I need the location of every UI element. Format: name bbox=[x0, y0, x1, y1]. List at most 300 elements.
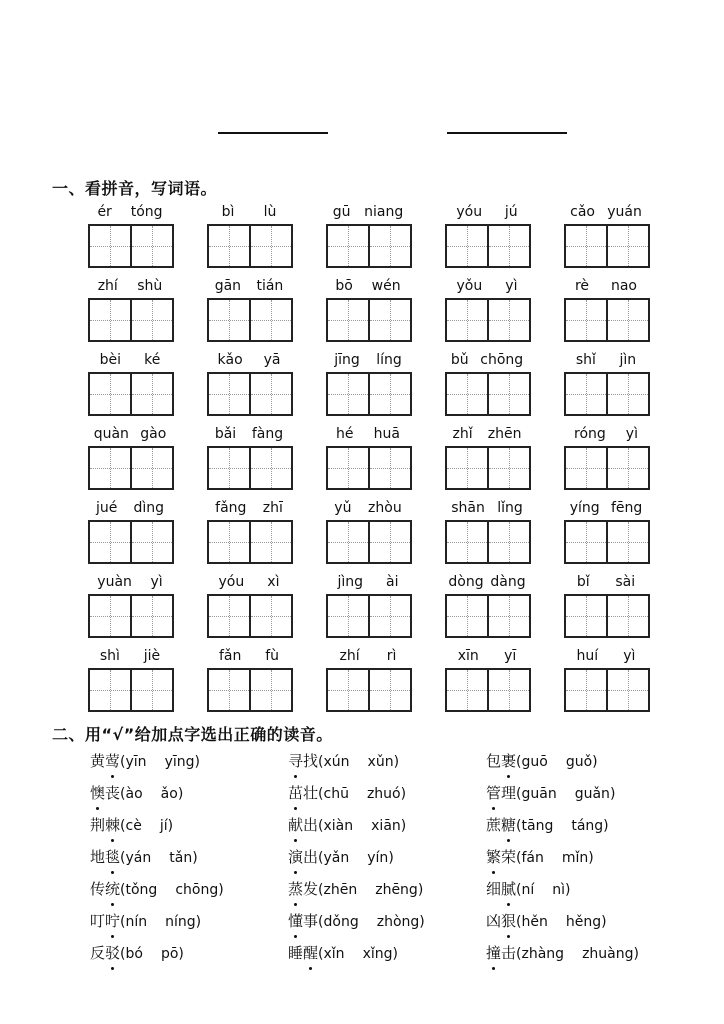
tianzige-boxes bbox=[445, 668, 531, 712]
choice-item: 黄莺(yīn yīng) bbox=[90, 752, 200, 770]
character-writing-box[interactable] bbox=[328, 300, 368, 340]
word-cell bbox=[445, 203, 564, 277]
character-writing-box[interactable] bbox=[487, 300, 529, 340]
dotted-character: 棘 bbox=[105, 816, 121, 834]
character-writing-box[interactable] bbox=[487, 670, 529, 710]
pinyin-syllable: fàng bbox=[251, 426, 284, 442]
character-writing-box[interactable] bbox=[487, 448, 529, 488]
pinyin-syllable: chōng bbox=[480, 352, 524, 368]
character-writing-box[interactable] bbox=[90, 448, 130, 488]
word-cell bbox=[326, 277, 445, 351]
choice-item: 传统(tǒng chōng) bbox=[90, 880, 224, 898]
character: 蔗 bbox=[486, 816, 502, 834]
character-writing-box[interactable] bbox=[447, 448, 487, 488]
character-writing-box[interactable] bbox=[606, 226, 648, 266]
character-writing-box[interactable] bbox=[209, 596, 249, 636]
pinyin-label bbox=[207, 499, 291, 517]
pinyin-syllable: huā bbox=[373, 426, 400, 442]
word bbox=[486, 912, 516, 930]
pinyin-syllable: lù bbox=[263, 204, 277, 220]
reading-option[interactable]: pō bbox=[160, 946, 179, 962]
score-blank-line[interactable] bbox=[447, 132, 567, 134]
pinyin-syllable: quàn bbox=[93, 426, 129, 442]
pinyin-syllable: dàng bbox=[490, 574, 526, 590]
word bbox=[288, 912, 318, 930]
section-2-heading: 二、用“√”给加点字选出正确的读音。 bbox=[52, 725, 333, 744]
word-cell bbox=[326, 425, 445, 499]
character-writing-box[interactable] bbox=[487, 522, 529, 562]
pinyin-label bbox=[207, 647, 291, 665]
reading-option[interactable]: yīn bbox=[125, 754, 147, 770]
character-writing-box[interactable] bbox=[209, 670, 249, 710]
pinyin-label bbox=[564, 425, 648, 443]
character-writing-box[interactable] bbox=[249, 374, 291, 414]
pinyin-label bbox=[445, 351, 529, 369]
reading-option[interactable]: tǒng bbox=[125, 882, 158, 898]
character-writing-box[interactable] bbox=[368, 448, 410, 488]
pinyin-label bbox=[564, 351, 648, 369]
reading-option[interactable]: táng bbox=[571, 818, 604, 834]
tianzige-boxes bbox=[564, 520, 650, 564]
character-writing-box[interactable] bbox=[368, 596, 410, 636]
word-cell bbox=[564, 203, 683, 277]
character-writing-box[interactable] bbox=[249, 596, 291, 636]
character-writing-box[interactable] bbox=[328, 374, 368, 414]
character-writing-box[interactable] bbox=[90, 670, 130, 710]
word-cell bbox=[88, 351, 207, 425]
pinyin-syllable: yóu bbox=[218, 574, 245, 590]
tianzige-boxes bbox=[445, 298, 531, 342]
word-cell bbox=[445, 499, 564, 573]
character-writing-box[interactable] bbox=[90, 374, 130, 414]
choice-item: 包裹(guō guǒ) bbox=[486, 752, 598, 770]
pinyin-syllable: bō bbox=[335, 278, 353, 294]
character-writing-box[interactable] bbox=[447, 670, 487, 710]
character-writing-box[interactable] bbox=[209, 448, 249, 488]
character: 出 bbox=[303, 848, 319, 866]
character-writing-box[interactable] bbox=[130, 522, 172, 562]
choice-item: 细腻(ní nì) bbox=[486, 880, 571, 898]
word-cell bbox=[207, 203, 326, 277]
reading-option[interactable]: ào bbox=[125, 786, 143, 802]
reading-option[interactable]: chōng bbox=[175, 882, 219, 898]
tianzige-boxes bbox=[326, 224, 412, 268]
pinyin-label bbox=[326, 573, 410, 591]
character-writing-box[interactable] bbox=[566, 226, 606, 266]
reading-option[interactable]: xǐng bbox=[362, 946, 393, 962]
reading-option[interactable]: xiàn bbox=[323, 818, 354, 834]
reading-option[interactable]: xún bbox=[323, 754, 350, 770]
character-writing-box[interactable] bbox=[90, 300, 130, 340]
tianzige-boxes bbox=[445, 446, 531, 490]
word bbox=[90, 752, 120, 770]
pinyin-syllable: zhí bbox=[339, 648, 360, 664]
reading-option[interactable]: hěng bbox=[565, 914, 602, 930]
tianzige-boxes bbox=[326, 298, 412, 342]
pinyin-label bbox=[88, 351, 172, 369]
pinyin-syllable: xì bbox=[267, 574, 280, 590]
pinyin-label bbox=[326, 499, 410, 517]
pinyin-syllable: yī bbox=[504, 648, 517, 664]
tianzige-boxes bbox=[326, 668, 412, 712]
word-cell bbox=[88, 647, 207, 721]
reading-option[interactable]: bó bbox=[125, 946, 143, 962]
reading-option[interactable]: yán bbox=[125, 850, 152, 866]
choice-item: 蔗糖(tāng táng) bbox=[486, 816, 609, 834]
word bbox=[90, 848, 120, 866]
reading-option[interactable]: zhàng bbox=[521, 946, 565, 962]
name-blank-line[interactable] bbox=[218, 132, 328, 134]
word-cell bbox=[326, 203, 445, 277]
character: 睡 bbox=[288, 944, 304, 962]
reading-option[interactable]: ǎo bbox=[160, 786, 178, 802]
word-cell bbox=[88, 425, 207, 499]
character-writing-box[interactable] bbox=[130, 300, 172, 340]
character: 击 bbox=[501, 944, 517, 962]
tianzige-boxes bbox=[564, 372, 650, 416]
tianzige-boxes bbox=[445, 224, 531, 268]
dotted-character: 毯 bbox=[105, 848, 121, 866]
character-writing-box[interactable] bbox=[130, 670, 172, 710]
choice-item: 反驳(bó pō) bbox=[90, 944, 184, 962]
word bbox=[288, 880, 318, 898]
character-writing-box[interactable] bbox=[566, 522, 606, 562]
tianzige-boxes bbox=[207, 298, 293, 342]
dotted-character: 狠 bbox=[501, 912, 517, 930]
grid-row bbox=[88, 499, 688, 573]
reading-option[interactable]: xiān bbox=[371, 818, 401, 834]
grid-row bbox=[88, 351, 688, 425]
choice-item: 懂事(dǒng zhòng) bbox=[288, 912, 425, 930]
pinyin-syllable: jú bbox=[504, 204, 518, 220]
pinyin-label bbox=[564, 203, 648, 221]
pinyin-syllable: yì bbox=[625, 426, 638, 442]
tianzige-boxes bbox=[326, 594, 412, 638]
pinyin-syllable: wén bbox=[371, 278, 401, 294]
character-writing-box[interactable] bbox=[328, 522, 368, 562]
pinyin-label bbox=[445, 573, 529, 591]
character-writing-box[interactable] bbox=[90, 596, 130, 636]
character-writing-box[interactable] bbox=[249, 300, 291, 340]
dotted-character: 咛 bbox=[105, 912, 121, 930]
word-cell bbox=[564, 647, 683, 721]
reading-option[interactable]: fán bbox=[521, 850, 544, 866]
reading-option[interactable]: nì bbox=[552, 882, 566, 898]
reading-option[interactable]: jí bbox=[159, 818, 168, 834]
dotted-character: 繁 bbox=[486, 848, 502, 866]
pinyin-syllable: bǎi bbox=[214, 426, 237, 442]
pinyin-syllable: gū bbox=[332, 204, 351, 220]
character-writing-box[interactable] bbox=[606, 596, 648, 636]
tianzige-boxes bbox=[445, 594, 531, 638]
reading-option[interactable]: dǒng bbox=[323, 914, 359, 930]
reading-option[interactable]: níng bbox=[165, 914, 196, 930]
character: 包 bbox=[486, 752, 502, 770]
character-writing-box[interactable] bbox=[368, 670, 410, 710]
character-writing-box[interactable] bbox=[566, 596, 606, 636]
word-cell bbox=[88, 573, 207, 647]
word bbox=[288, 848, 318, 866]
pinyin-syllable: shǐ bbox=[575, 352, 596, 368]
reading-option[interactable]: guǒ bbox=[565, 754, 593, 770]
reading-option[interactable]: zhēng bbox=[375, 882, 418, 898]
character: 理 bbox=[501, 784, 517, 802]
tianzige-boxes bbox=[207, 446, 293, 490]
dotted-character: 莺 bbox=[105, 752, 121, 770]
dotted-character: 演 bbox=[288, 848, 304, 866]
pinyin-syllable: zhí bbox=[97, 278, 118, 294]
tianzige-boxes bbox=[88, 298, 174, 342]
dotted-character: 献 bbox=[288, 816, 304, 834]
dotted-character: 腻 bbox=[501, 880, 517, 898]
pinyin-label bbox=[445, 203, 529, 221]
pinyin-syllable: ér bbox=[97, 204, 112, 220]
character-writing-box[interactable] bbox=[328, 670, 368, 710]
tianzige-boxes bbox=[207, 668, 293, 712]
word-cell bbox=[207, 647, 326, 721]
reading-option[interactable]: mǐn bbox=[561, 850, 589, 866]
tianzige-boxes bbox=[88, 668, 174, 712]
reading-option[interactable]: hěn bbox=[521, 914, 548, 930]
character-writing-box[interactable] bbox=[487, 596, 529, 636]
character-writing-box[interactable] bbox=[368, 300, 410, 340]
grid-row bbox=[88, 647, 688, 721]
reading-option[interactable]: tǎn bbox=[169, 850, 193, 866]
tianzige-boxes bbox=[564, 298, 650, 342]
character-writing-box[interactable] bbox=[249, 522, 291, 562]
choice-item: 演出(yǎn yín) bbox=[288, 848, 394, 866]
pinyin-syllable: zhǐ bbox=[452, 426, 473, 442]
word-cell bbox=[445, 351, 564, 425]
word-cell bbox=[207, 277, 326, 351]
reading-option[interactable]: guǎn bbox=[574, 786, 610, 802]
dotted-character: 管 bbox=[486, 784, 502, 802]
word bbox=[90, 784, 120, 802]
pinyin-syllable: sài bbox=[615, 574, 636, 590]
word bbox=[90, 944, 120, 962]
pinyin-syllable: xīn bbox=[457, 648, 479, 664]
reading-option[interactable]: tāng bbox=[521, 818, 554, 834]
pinyin-syllable: yuán bbox=[607, 204, 642, 220]
pinyin-label bbox=[445, 647, 529, 665]
character-writing-box[interactable] bbox=[606, 374, 648, 414]
pinyin-syllable: fù bbox=[265, 648, 280, 664]
word-cell bbox=[445, 277, 564, 351]
reading-option[interactable]: xǔn bbox=[367, 754, 394, 770]
reading-option[interactable]: chū bbox=[323, 786, 349, 802]
tianzige-boxes bbox=[445, 520, 531, 564]
reading-option[interactable]: nín bbox=[125, 914, 148, 930]
character-writing-box[interactable] bbox=[90, 226, 130, 266]
character-writing-box[interactable] bbox=[566, 448, 606, 488]
pinyin-syllable: jìn bbox=[619, 352, 637, 368]
character-writing-box[interactable] bbox=[130, 596, 172, 636]
pinyin-syllable: yóu bbox=[456, 204, 483, 220]
character-writing-box[interactable] bbox=[447, 226, 487, 266]
reading-option[interactable]: guān bbox=[521, 786, 557, 802]
tianzige-boxes bbox=[88, 224, 174, 268]
character-writing-box[interactable] bbox=[606, 522, 648, 562]
pinyin-label bbox=[88, 647, 172, 665]
character: 传 bbox=[90, 880, 106, 898]
pinyin-syllable: shù bbox=[137, 278, 163, 294]
character-writing-box[interactable] bbox=[606, 448, 648, 488]
tianzige-boxes bbox=[326, 446, 412, 490]
pinyin-syllable: fǎng bbox=[215, 500, 247, 516]
character-writing-box[interactable] bbox=[249, 670, 291, 710]
character-writing-box[interactable] bbox=[209, 226, 249, 266]
word-cell bbox=[207, 499, 326, 573]
character-writing-box[interactable] bbox=[130, 226, 172, 266]
reading-option[interactable]: cè bbox=[125, 818, 142, 834]
pinyin-syllable: jīng bbox=[334, 352, 360, 368]
pinyin-syllable: hé bbox=[336, 426, 354, 442]
character-writing-box[interactable] bbox=[566, 300, 606, 340]
pinyin-label bbox=[207, 425, 291, 443]
character-writing-box[interactable] bbox=[90, 522, 130, 562]
dotted-character: 统 bbox=[105, 880, 121, 898]
dotted-character: 懂 bbox=[288, 912, 304, 930]
character-writing-box[interactable] bbox=[606, 300, 648, 340]
choice-item: 繁荣(fán mǐn) bbox=[486, 848, 594, 866]
reading-option[interactable]: guō bbox=[521, 754, 548, 770]
character-writing-box[interactable] bbox=[447, 522, 487, 562]
character: 找 bbox=[303, 752, 319, 770]
character-writing-box[interactable] bbox=[487, 226, 529, 266]
word bbox=[486, 848, 516, 866]
word-cell bbox=[564, 351, 683, 425]
pinyin-syllable: bǐ bbox=[576, 574, 590, 590]
dotted-character: 懊 bbox=[90, 784, 106, 802]
pinyin-label bbox=[88, 425, 172, 443]
character-writing-box[interactable] bbox=[566, 670, 606, 710]
pinyin-syllable: dìng bbox=[133, 500, 164, 516]
character: 叮 bbox=[90, 912, 106, 930]
pinyin-label bbox=[326, 277, 410, 295]
pinyin-syllable: dòng bbox=[448, 574, 484, 590]
pinyin-syllable: líng bbox=[376, 352, 402, 368]
character: 反 bbox=[90, 944, 106, 962]
character-writing-box[interactable] bbox=[130, 448, 172, 488]
pinyin-syllable: bèi bbox=[99, 352, 121, 368]
character-writing-box[interactable] bbox=[368, 374, 410, 414]
character-writing-box[interactable] bbox=[447, 596, 487, 636]
word bbox=[90, 912, 120, 930]
character-writing-box[interactable] bbox=[447, 300, 487, 340]
character-writing-box[interactable] bbox=[209, 300, 249, 340]
character-writing-box[interactable] bbox=[368, 226, 410, 266]
pinyin-syllable: kǎo bbox=[217, 352, 243, 368]
pinyin-label bbox=[88, 573, 172, 591]
tianzige-boxes bbox=[88, 446, 174, 490]
pinyin-syllable: gào bbox=[140, 426, 167, 442]
character-writing-box[interactable] bbox=[328, 226, 368, 266]
character-writing-box[interactable] bbox=[249, 448, 291, 488]
word-cell bbox=[207, 573, 326, 647]
pinyin-syllable: zhī bbox=[262, 500, 283, 516]
grid-row bbox=[88, 573, 688, 647]
dotted-character: 寻 bbox=[288, 752, 304, 770]
tianzige-boxes bbox=[207, 520, 293, 564]
pinyin-syllable: jué bbox=[96, 500, 118, 516]
pinyin-syllable: róng bbox=[574, 426, 606, 442]
reading-option[interactable]: zhuó bbox=[366, 786, 401, 802]
character-writing-box[interactable] bbox=[130, 374, 172, 414]
dotted-character: 茁 bbox=[288, 784, 304, 802]
character-writing-box[interactable] bbox=[566, 374, 606, 414]
reading-option[interactable]: ní bbox=[521, 882, 535, 898]
character: 出 bbox=[303, 816, 319, 834]
pinyin-syllable: yì bbox=[505, 278, 518, 294]
dotted-character: 撞 bbox=[486, 944, 502, 962]
tianzige-boxes bbox=[88, 372, 174, 416]
character-writing-box[interactable] bbox=[209, 522, 249, 562]
pinyin-syllable: zhòu bbox=[368, 500, 402, 516]
character-writing-box[interactable] bbox=[328, 448, 368, 488]
tianzige-boxes bbox=[207, 372, 293, 416]
pinyin-syllable: yì bbox=[150, 574, 163, 590]
pinyin-syllable: rè bbox=[574, 278, 590, 294]
pinyin-syllable: gān bbox=[214, 278, 242, 294]
character-writing-box[interactable] bbox=[368, 522, 410, 562]
word-cell bbox=[207, 425, 326, 499]
word-cell bbox=[326, 499, 445, 573]
choice-item: 地毯(yán tǎn) bbox=[90, 848, 198, 866]
character-writing-box[interactable] bbox=[328, 596, 368, 636]
word-cell bbox=[326, 573, 445, 647]
word-cell bbox=[445, 573, 564, 647]
pinyin-syllable: zhēn bbox=[487, 426, 522, 442]
tianzige-boxes bbox=[326, 520, 412, 564]
word-cell bbox=[564, 499, 683, 573]
character-writing-box[interactable] bbox=[249, 226, 291, 266]
character-writing-box[interactable] bbox=[487, 374, 529, 414]
pinyin-syllable: bǔ bbox=[450, 352, 469, 368]
reading-option[interactable]: zhòng bbox=[376, 914, 420, 930]
tianzige-boxes bbox=[88, 594, 174, 638]
reading-option[interactable]: zhuàng bbox=[582, 946, 634, 962]
character-writing-box[interactable] bbox=[606, 670, 648, 710]
reading-option[interactable]: zhēn bbox=[323, 882, 358, 898]
word-cell bbox=[564, 573, 683, 647]
word bbox=[486, 944, 516, 962]
tianzige-boxes bbox=[564, 668, 650, 712]
reading-option[interactable]: xǐn bbox=[323, 946, 345, 962]
pinyin-syllable: shān bbox=[451, 500, 485, 516]
character-writing-box[interactable] bbox=[447, 374, 487, 414]
choice-item: 蒸发(zhēn zhēng) bbox=[288, 880, 424, 898]
choice-item: 管理(guān guǎn) bbox=[486, 784, 616, 802]
dotted-character: 醒 bbox=[303, 944, 319, 962]
tianzige-boxes bbox=[564, 446, 650, 490]
reading-option[interactable]: yǎn bbox=[323, 850, 350, 866]
pinyin-label bbox=[326, 351, 410, 369]
character-writing-box[interactable] bbox=[209, 374, 249, 414]
word-cell bbox=[445, 647, 564, 721]
reading-option[interactable]: yīng bbox=[164, 754, 195, 770]
pinyin-label bbox=[326, 647, 410, 665]
pinyin-label bbox=[207, 277, 291, 295]
reading-option[interactable]: yín bbox=[367, 850, 389, 866]
section-1-heading: 一、看拼音，写词语。 bbox=[52, 179, 218, 198]
pinyin-syllable: huí bbox=[576, 648, 599, 664]
pinyin-label bbox=[564, 499, 648, 517]
pinyin-label bbox=[445, 425, 529, 443]
pinyin-label bbox=[564, 277, 648, 295]
pinyin-writing-grid bbox=[88, 203, 688, 721]
tianzige-boxes bbox=[564, 224, 650, 268]
tianzige-boxes bbox=[207, 224, 293, 268]
